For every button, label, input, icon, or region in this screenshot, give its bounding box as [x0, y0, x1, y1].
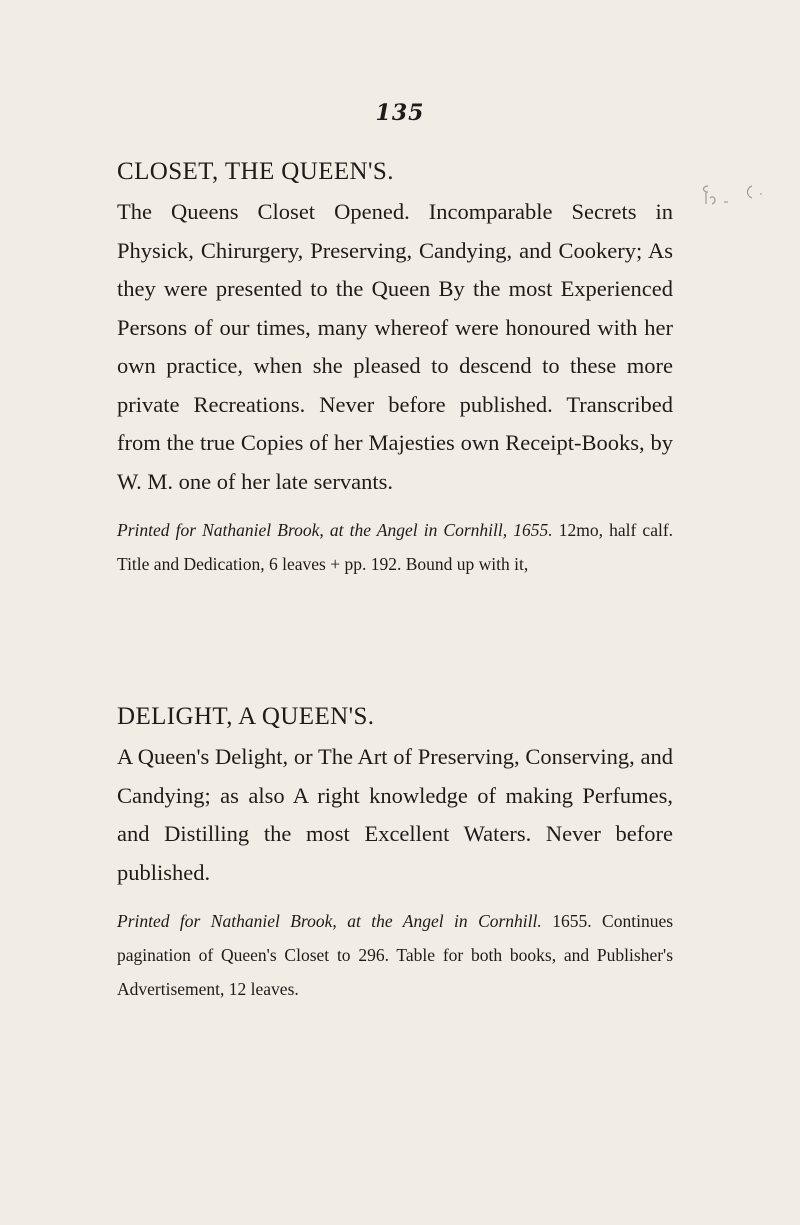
page-number: 135 — [375, 100, 425, 126]
entry-queens-delight — [117, 700, 673, 1006]
entry-description: The Queens Closet Opened. Incomparable Secrets in Physick, Chirurgery, Preserving, Candying, and Cookery; As they were presented to the Queen By the most Experienced Persons of our times, many whereof were honoured with her own practice, when she pleased to descend to these more private Recreations. Never before published. Transcribed from the true Copies of her Majesties own Receipt-Books, by W. M. one of her late servants. — [117, 199, 673, 494]
imprint-printer: Printed for Nathaniel Brook, at the Angel in Cornhill. — [117, 911, 542, 931]
entry-imprint — [117, 904, 673, 1006]
imprint-year: 1655. — [513, 520, 553, 540]
entry-imprint — [117, 513, 673, 581]
entry-heading: DELIGHT, A QUEEN'S. — [117, 703, 375, 730]
entry-heading: CLOSET, THE QUEEN'S. — [117, 158, 394, 185]
entry-description: A Queen's Delight, or The Art of Preserving, Conserving, and Candying; as also A right knowledge of making Perfumes, and Distilling the most Excellent Waters. Never before published. — [117, 744, 673, 885]
imprint-year: 1655. — [552, 911, 592, 931]
pencil-annotation-icon — [694, 182, 794, 222]
imprint-printer: Printed for Nathaniel Brook, at the Angel in Cornhill, — [117, 520, 508, 540]
imprint-details: 12mo, half calf. Title and Dedication, 6 leaves + pp. 192. Bound up with it, — [117, 520, 674, 574]
imprint-details: Continues pagination of Queen's Closet to 296. Table for both books, and Publisher's Advertisement, 12 leaves. — [117, 911, 674, 999]
entry-queens-closet — [117, 155, 673, 581]
